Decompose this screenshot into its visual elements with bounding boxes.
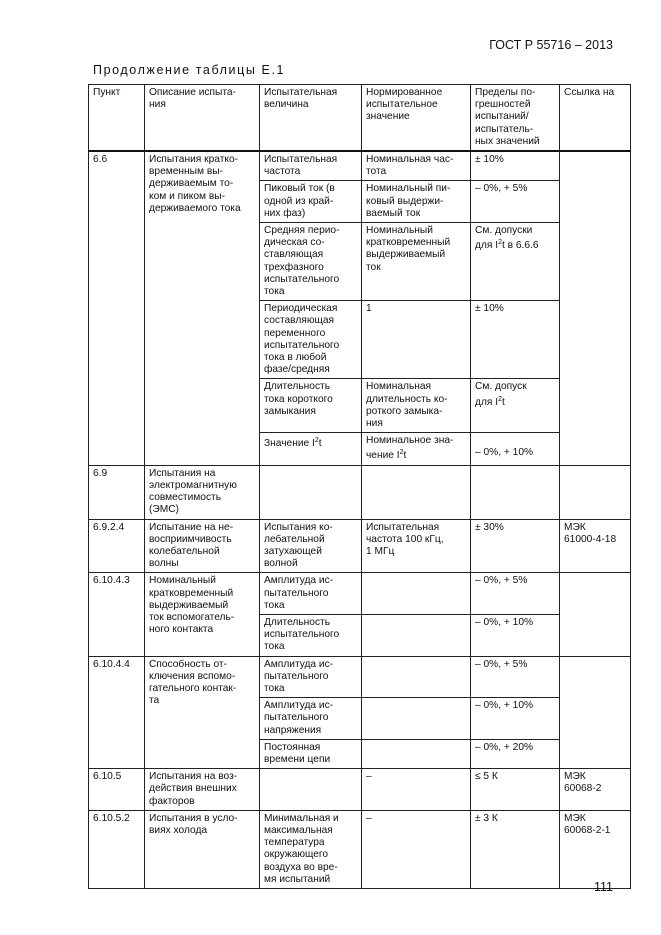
- test-description-cell: Способность от- ключения вспомо- гательного контак- та: [145, 656, 260, 769]
- test-description-cell: Испытания на электромагнитную совместимость (ЭМС): [145, 465, 260, 519]
- tolerance-cell: См. допуск для $I^2t$: [471, 379, 560, 433]
- column-header: Нормированное испытательное значение: [362, 85, 471, 152]
- reference-cell: [560, 151, 631, 465]
- test-quantity-cell: Испытательная частота: [260, 151, 362, 181]
- reference-cell: [560, 573, 631, 656]
- test-quantity-cell: Постоянная времени цепи: [260, 739, 362, 768]
- rated-value-cell: [362, 698, 471, 740]
- test-quantity-cell: Амплитуда ис- пытательного напряжения: [260, 698, 362, 740]
- table-row: [89, 151, 631, 181]
- tolerance-cell: ± 10%: [471, 151, 560, 181]
- tolerance-cell: – 0%, + 20%: [471, 739, 560, 768]
- tolerance-cell: ± 10%: [471, 301, 560, 379]
- tolerance-cell: – 0%, + 5%: [471, 181, 560, 223]
- rated-value-cell: 1: [362, 301, 471, 379]
- test-quantity-cell: Длительность испытательного тока: [260, 614, 362, 656]
- table-header-row: [89, 85, 631, 152]
- clause-cell: 6.6: [89, 151, 145, 465]
- test-quantity-cell: Средняя перио- дическая со- ставляющая трехфазного испытательного тока: [260, 223, 362, 301]
- test-quantity-cell: Испытания ко- лебательной затухающей волной: [260, 519, 362, 573]
- tolerance-cell: ± 3 К: [471, 810, 560, 888]
- column-header: Ссылка на: [560, 85, 631, 152]
- rated-value-cell: [362, 739, 471, 768]
- test-description-cell: Испытания кратко- временным вы- держиваемым то- ком и пиком вы- держиваемого тока: [145, 151, 260, 465]
- tolerance-cell: – 0%, + 10%: [471, 433, 560, 465]
- rated-value-cell: Номинальный пи- ковый выдержи- ваемый ток: [362, 181, 471, 223]
- page-number: 111: [593, 880, 613, 894]
- table-row: [89, 519, 631, 573]
- tolerance-cell: – 0%, + 5%: [471, 573, 560, 615]
- reference-cell: МЭК 60068-2: [560, 769, 631, 811]
- rated-value-cell: Номинальный кратковременный выдерживаемый ток: [362, 223, 471, 301]
- table-body: [89, 151, 631, 888]
- column-header: Описание испыта- ния: [145, 85, 260, 152]
- table-row: [89, 810, 631, 888]
- rated-value-cell: Испытательная частота 100 кГц, 1 МГц: [362, 519, 471, 573]
- rated-value-cell: Номинальная длительность ко- роткого замыка- ния: [362, 379, 471, 433]
- rated-value-cell: [362, 614, 471, 656]
- column-header: Пункт: [89, 85, 145, 152]
- test-quantity-cell: [260, 465, 362, 519]
- test-quantity-cell: Периодическая составляющая переменного испытательного тока в любой фазе/средняя: [260, 301, 362, 379]
- test-quantity-cell: Длительность тока короткого замыкания: [260, 379, 362, 433]
- clause-cell: 6.10.4.3: [89, 573, 145, 656]
- clause-cell: 6.10.5: [89, 769, 145, 811]
- reference-cell: МЭК 60068-2-1: [560, 810, 631, 888]
- column-header: Испытательная величина: [260, 85, 362, 152]
- tolerance-cell: – 0%, + 5%: [471, 656, 560, 698]
- test-description-cell: Номинальный кратковременный выдерживаемый ток вспомогатель- ного контакта: [145, 573, 260, 656]
- rated-value-cell: Номинальное зна- чение $I^2t$: [362, 433, 471, 465]
- test-description-cell: Испытания в усло- виях холода: [145, 810, 260, 888]
- tolerance-cell: – 0%, + 10%: [471, 698, 560, 740]
- rated-value-cell: [362, 573, 471, 615]
- test-quantity-cell: Минимальная и максимальная температура окружающего воздуха во вре- мя испытаний: [260, 810, 362, 888]
- table-row: [89, 573, 631, 615]
- reference-cell: [560, 465, 631, 519]
- test-quantity-cell: Амплитуда ис- пытательного тока: [260, 656, 362, 698]
- tolerance-cell: См. допуски для $I^2t$ в 6.6.6: [471, 223, 560, 301]
- clause-cell: 6.9.2.4: [89, 519, 145, 573]
- tolerance-cell: [471, 465, 560, 519]
- clause-cell: 6.9: [89, 465, 145, 519]
- document-standard-number: ГОСТ Р 55716 – 2013: [489, 38, 613, 52]
- table-caption: Продолжение таблицы Е.1: [93, 63, 286, 77]
- tolerance-cell: ± 30%: [471, 519, 560, 573]
- clause-cell: 6.10.4.4: [89, 656, 145, 769]
- column-header: Пределы по- грешностей испытаний/ испытатель- ных значений: [471, 85, 560, 152]
- specification-table: [88, 84, 631, 889]
- table-row: [89, 465, 631, 519]
- rated-value-cell: –: [362, 810, 471, 888]
- tolerance-cell: – 0%, + 10%: [471, 614, 560, 656]
- test-quantity-cell: Значение $I^2t$: [260, 433, 362, 465]
- reference-cell: [560, 656, 631, 769]
- clause-cell: 6.10.5.2: [89, 810, 145, 888]
- tolerance-cell: ≤ 5 К: [471, 769, 560, 811]
- rated-value-cell: [362, 465, 471, 519]
- test-description-cell: Испытания на воз- действия внешних факторов: [145, 769, 260, 811]
- rated-value-cell: Номинальная час- тота: [362, 151, 471, 181]
- test-description-cell: Испытание на не- восприимчивость колебательной волны: [145, 519, 260, 573]
- table-row: [89, 656, 631, 698]
- test-quantity-cell: Амплитуда ис- пытательного тока: [260, 573, 362, 615]
- table-row: [89, 769, 631, 811]
- test-quantity-cell: Пиковый ток (в одной из край- них фаз): [260, 181, 362, 223]
- rated-value-cell: [362, 656, 471, 698]
- rated-value-cell: –: [362, 769, 471, 811]
- test-quantity-cell: [260, 769, 362, 811]
- reference-cell: МЭК 61000-4-18: [560, 519, 631, 573]
